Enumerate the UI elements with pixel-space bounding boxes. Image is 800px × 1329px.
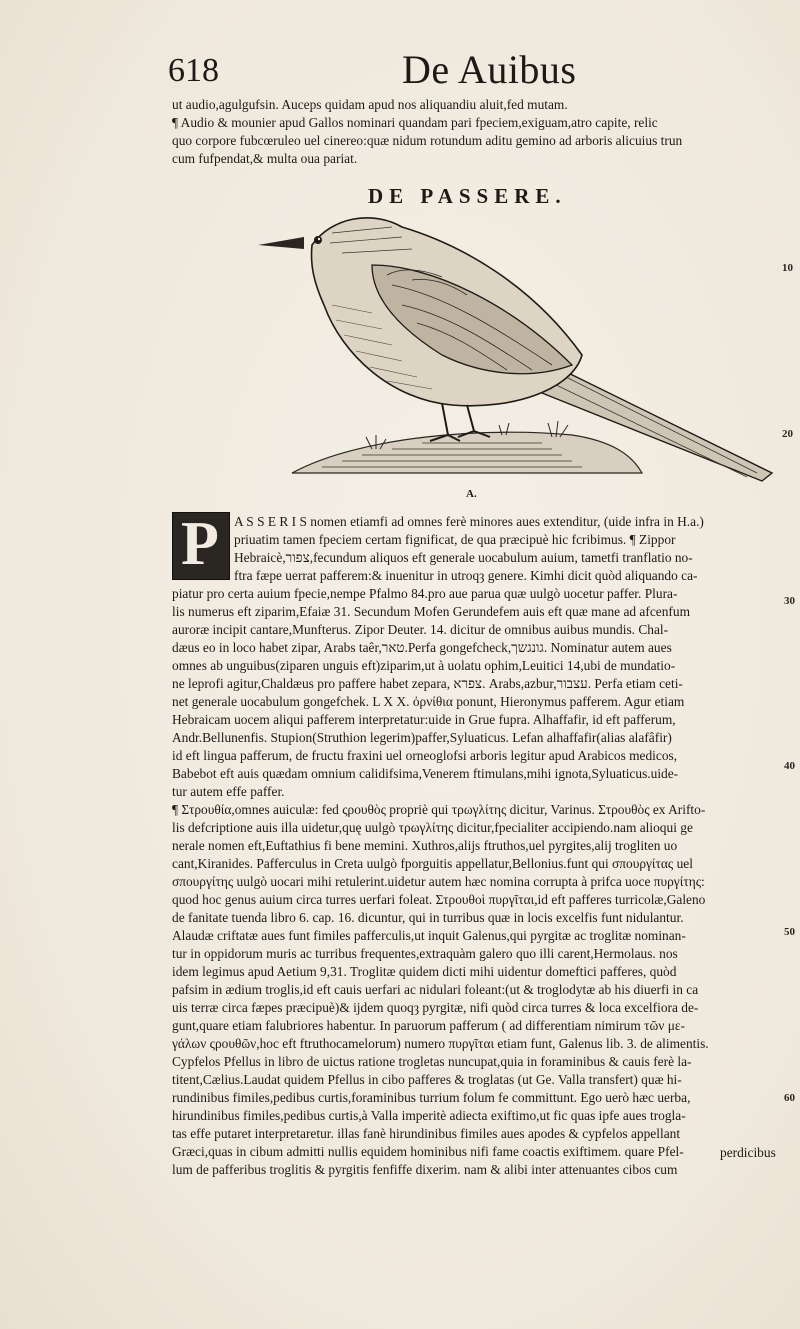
text-line: nerale nomen eft,Euftathius fi bene memini. Xuthros,alijs ftruthos,uel pyrgites,alij trogliten uo [172,838,678,853]
text-line: dæus eo in loco habet zipar, Arabs taêr,טאר.Perfa gongefcheck,גונגשך. Nominatur autem aues [172,640,672,655]
text-line: σπουργίτης uulgò uocari mihi retulerint.uidetur autem hæc nomina corrupta à prifca uoce πυργίτης: [172,874,705,889]
text-line: net generale uocabulum gongefchek. L X X. ὀρνίθια ponunt, Hieronymus pafferem. Agur etiam [172,694,685,709]
margin-line-number: 20 [782,428,793,440]
text-line: tur autem effe paffer. [172,784,285,799]
text-line: quo corpore fubcœruleo uel cinereo:quæ nidum rotundum aditu gemino ad arboris alicuius trun [172,133,683,148]
text-line: ¶ Audio & mounier apud Gallos nominari quandam pari fpeciem,exiguam,atro capite, relic [172,115,658,130]
margin-line-number: 40 [784,760,795,772]
margin-line-number: 10 [782,262,793,274]
text-line: omnes ab unguibus(ziparen unguis eft)ziparim,ut à uolatu ophim,Leuitici 14,ubi de mundatio- [172,658,676,673]
sparrow-woodcut-illustration [252,205,782,485]
text-line: γάλων ςρουθῶν,hoc eft ftruthocamelorum) numero πυργῖται etiam funt, Galenus lib. 3. de alimentis. [172,1036,709,1051]
running-head: De Auibus [402,47,577,92]
text-line: Cypfelos Pfellus in libro de uictus ratione trogletas nuncupat,quia in foraminibus & cauis ferè la- [172,1054,692,1069]
text-line: ut audio,agulgufsin. Auceps quidam apud nos aliquandiu aluit,fed mutam. [172,97,568,112]
text-line: Alaudæ criftatæ aues funt fimiles pafferculis,ut inquit Galenus,qui pyrgitæ ac troglitæ nominan- [172,928,686,943]
text-line: tur in oppidorum muris ac turribus frequentes,extraquàm galero quo illi carent,Hermolaus. nos [172,946,678,961]
text-line: Hebraicè,צפור,fecundum aliquos eft generale uocabulum auium, tametfi tranflatio no- [234,550,693,565]
text-line: Græci,quas in cibum admitti nullis equidem hominibus nifi fame coactis exiftimem. quare Pfel- [172,1144,684,1159]
text-line: lis numerus eft ziparim,Efaiæ 31. Secundum Mofen Gerundefem auis eft quæ mane ad afcenfum [172,604,690,619]
text-line: lis defcriptione auis illa uidetur,quę uulgò τρωγλίτης dicitur,fpecialiter accipiendo.nam alioqui ge [172,820,693,835]
margin-line-number: 50 [784,926,795,938]
text-line: Hebraicam uocem aliqui pafferem interpretatur:uide in Grue fupra. Alhaffafir, id eft pafferum, [172,712,676,727]
text-line: titent,Cælius.Laudat quidem Pfellus in cibo pafferes & troglatas (ut Ge. Valla transfert) quæ hi- [172,1072,682,1087]
section-title: DE PASSERE. [368,184,567,208]
text-line: Babebot eft auis quædam omnium calidifsima,Venerem ftimulans,mihi ignota,Syluaticus.uide- [172,766,679,781]
intro-paragraph [172,96,784,168]
catchword: perdicibus [720,1145,776,1160]
margin-line-number: 60 [784,1092,795,1104]
text-line: lum de pafferibus troglitis & pyrgitis fenfiffe dixerim. nam & alibi inter attenuantes cibos cum [172,1162,678,1177]
figure-label: A. [466,488,477,500]
page-number: 618 [168,52,219,89]
text-line: Andr.Bellunenfis. Stupion(Struthion legerim)paffer,Syluaticus. Lefan alhaffafir(alias alafâfir) [172,730,672,745]
text-line: quod hoc genus auium circa turres uerfari foleat. Στρουθοὶ πυργῖται,id eft pafferes turricolæ,Galeno [172,892,706,907]
text-line: de fanitate tuenda libro 6. cap. 16. dicuntur, qui in turribus quæ in locis excelfis funt nidulantur. [172,910,684,925]
text-line: A S S E R I S nomen etiamfi ad omnes ferè minores aues extenditur, (uide infra in H.a.) [234,514,704,529]
text-line: ftra fæpe uerrat pafferem:& inuenitur in utroqȝ genere. Kimhi dicit quòd aliquando ca- [234,568,698,583]
initial-letter: P [181,510,219,578]
text-line: hirundinibus fimiles,pedibus curtis,à Valla imperitè adiecta exiftimo,ut fic quas ipfe aues trogla- [172,1108,686,1123]
main-text [172,510,784,1179]
text-line: priuatim tamen fpeciem certam fignificat, de qua præcipuè hic fcribimus. ¶ Zippor [234,532,676,547]
margin-line-number: 30 [784,595,795,607]
text-line: idem legimus apud Aetium 9,31. Troglitæ quidem dicti mihi uidentur domeftici pafferes, quòd [172,964,677,979]
text-line: ne leprofi agitur,Chaldæus pro paffere habet zepara, צפרא. Arabs,azbur,עצבור. Perfa etiam ceti- [172,676,683,691]
text-line: gunt,quare etiam falubriores habentur. In paruorum pafferum ( ad differentiam nimirum τῶν με- [172,1018,685,1033]
text-line: rundinibus fimiles,pedibus curtis,foraminibus turrium folum fe committunt. Ego uerò hæc uerba, [172,1090,691,1105]
text-line: cant,Kiranides. Pafferculus in Creta uulgò fporguitis appellatur,Bellonius.funt qui σπουργίτας uel [172,856,693,871]
text-line: id eft lingua pafferum, de fructu fraxini uel orneoglofsi arboris legitur apud Arabicos medicos, [172,748,678,763]
text-line: uis terræ circa fæpes præcipuè)& ijdem quoqȝ pyrgitæ, nifi quòd circa turres & loca excelfiora de- [172,1000,699,1015]
text-line: piatur pro certa auium fpecie,nempe Pfalmo 84.pro aue parua quæ uulgò uocetur paffer. Plura- [172,586,678,601]
text-line: cum fufpendat,& multa oua pariat. [172,151,358,166]
text-line: pafsim in ædium troglis,id eft cauis uerfari ac nidulari foleant:(ut & troglodytæ ab his diuerfi in ca [172,982,699,997]
text-line: auroræ incipit cantare,Munfterus. Zipor Deuter. 14. dicitur de omnibus auibus mundis. Chal- [172,622,669,637]
text-line: ¶ Στρουθία,omnes auiculæ: fed ςρουθὸς propriè qui τρωγλίτης dicitur, Varinus. Στρουθὸς ex Arifto- [172,802,706,817]
text-line: tas effe putaret interpretaretur. illas fanè hirundinibus fimiles aues apodes & cypfelos appellant [172,1126,681,1141]
